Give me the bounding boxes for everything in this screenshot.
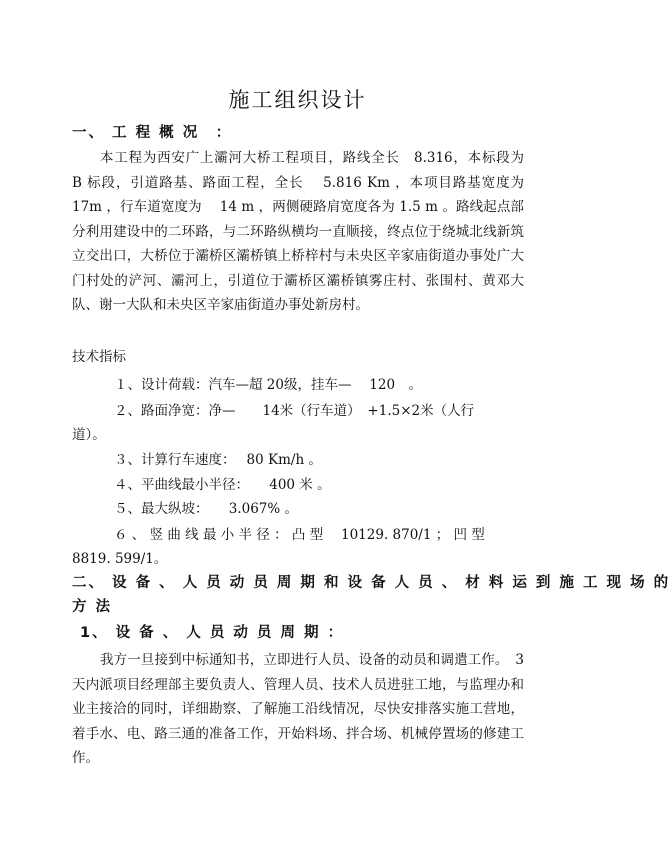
document-title: 施工组织设计 [228,88,367,112]
project-overview-paragraph: 本工程为西安广上灞河大桥工程项目，路线全长 8.316，本标段为 B 标段，引道路基、路面工程，全长 5.816 Km ，本项目路基宽度为 17m ，行车道宽度为 14 m ，两侧硬路肩宽度各为 1.5 m 。路线起点部分利用建设中的二环路，与二环路纵横均一直顺接，终点位于绕城北线新筑立交出口，大桥位于灞桥区灞桥镇上桥梓村与未央区辛家庙街道办事处广大门村处的浐河、灞河上，引道位于灞桥区灞桥镇雾庄村、张围村、黄邓大队、谢一大队和未央区辛家庙街道办事处新房村。 [72,150,542,313]
section-2-heading-line1: 二、 设 备 、 人 员 动 员 周 期 和 设 备 人 员 、 材 料 运 到 施 工 现 场 的 [72,575,670,591]
tech-item-min-radius: ４、平曲线最小半径： 400 米 。 [114,477,331,493]
tech-item-design-load: １、设计荷载：汽车—超 20级，挂车— 120 。 [114,377,423,393]
tech-item-vertical-curve: ６ 、 竖 曲 线 最 小 半 径 ： 凸 型 10129. 870/1 ； 凹 型 [114,527,485,543]
tech-item-vertical-curve-cont: 8819. 599/1。 [72,551,168,567]
section-1-heading: 一、 工 程 概 况 ： [72,125,233,141]
tech-indicators-label: 技术指标 [72,349,126,365]
tech-item-max-grade: ５、最大纵坡： 3.067% 。 [114,501,299,517]
tech-item-road-width: ２、路面净宽：净— 14米（行车道） +1.5×2米（人行 [114,403,475,419]
section-2-heading-line2: 方 法 [72,599,113,615]
mobilization-paragraph: 我方一旦接到中标通知书，立即进行人员、设备的动员和调遣工作。 3 天内派项目经理部主要负责人、管理人员、技术人员进驻工地，与监理办和业主接洽的同时，详细勘察、了解施工沿线情况，尽快安排落实施工营地，着手水、电、路三通的准备工作，开始料场、拌合场、机械停置场的修建工作。 [72,652,524,766]
tech-item-design-speed: ３、计算行车速度： 80 Km/h 。 [114,452,322,468]
tech-item-road-width-cont: 道）。 [72,427,106,443]
subsection-1-heading: 1、 设 备 、 人 员 动 员 周 期 ： [80,625,345,641]
